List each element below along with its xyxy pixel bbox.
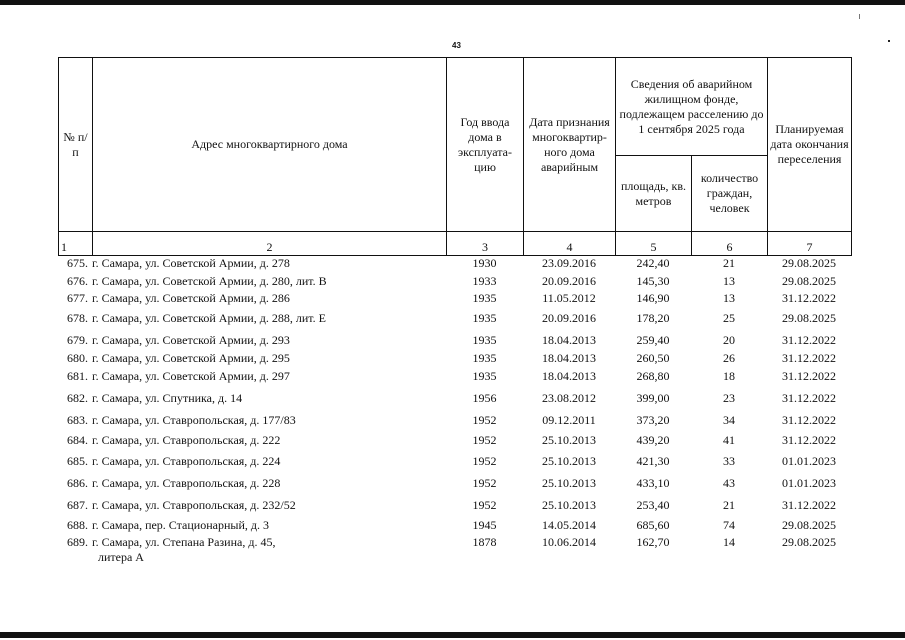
cell-num: 679.: [67, 333, 88, 347]
cell-date: 11.05.2012: [542, 291, 596, 305]
cell-planned: 01.01.2023: [782, 454, 836, 468]
bottom-border: [0, 632, 905, 638]
cell-year: 1952: [472, 454, 497, 468]
header-index-cell: 1: [59, 232, 93, 256]
cell-planned: 31.12.2022: [782, 291, 836, 305]
header-date-emergency: Дата признания многоквартир-ного дома аварийным: [524, 58, 616, 232]
cell-area: 146,90: [636, 291, 670, 305]
header-index-cell: 6: [692, 232, 768, 256]
address-text: г. Самара, ул. Ставропольская, д. 228: [92, 476, 281, 490]
cell-planned: 29.08.2025: [782, 518, 836, 532]
cell-address: [92, 369, 446, 391]
cell-date: 14.05.2014: [542, 518, 596, 532]
address-text: г. Самара, ул. Степана Разина, д. 45,: [92, 535, 276, 549]
table-row: [58, 291, 851, 311]
table-row: [58, 454, 851, 476]
cell-area: 268,80: [636, 369, 670, 383]
table-row: [58, 413, 851, 433]
cell-area: 260,50: [636, 351, 670, 365]
cell-year: 1952: [472, 498, 497, 512]
cell-address: [92, 454, 446, 476]
header-planned: Планируемая дата окончания переселения: [768, 58, 852, 232]
cell-num: 677.: [67, 291, 88, 305]
cell-area: 439,20: [636, 433, 670, 447]
cell-date: 25.10.2013: [542, 433, 596, 447]
header-index-cell: 5: [616, 232, 692, 256]
cell-year: 1952: [472, 433, 497, 447]
cell-date: 25.10.2013: [542, 454, 596, 468]
cell-date: 25.10.2013: [542, 498, 596, 512]
cell-year: 1930: [472, 256, 497, 270]
address-text: г. Самара, ул. Ставропольская, д. 177/83: [92, 413, 296, 427]
cell-year: 1935: [472, 333, 497, 347]
cell-people: 33: [723, 454, 735, 468]
address-text: г. Самара, ул. Советской Армии, д. 288, лит. Е: [92, 311, 326, 325]
cell-num: 678.: [67, 311, 88, 325]
cell-address: [92, 391, 446, 413]
header-index-cell: 3: [447, 232, 524, 256]
table-header: [58, 57, 852, 256]
cell-address: [92, 518, 446, 535]
cell-area: 421,30: [636, 454, 670, 468]
cell-people: 18: [723, 369, 735, 383]
cell-address: [92, 413, 446, 433]
cell-people: 13: [723, 291, 735, 305]
address-text: г. Самара, ул. Ставропольская, д. 232/52: [92, 498, 296, 512]
cell-people: 20: [723, 333, 735, 347]
cell-people: 74: [723, 518, 735, 532]
table-row: [58, 498, 851, 518]
table-row: [58, 518, 851, 535]
cell-date: 20.09.2016: [542, 274, 596, 288]
cell-people: 43: [723, 476, 735, 490]
cell-num: 680.: [67, 351, 88, 365]
header-year: Год ввода дома в эксплуата-цию: [447, 58, 524, 232]
header-group: Сведения об аварийном жилищном фонде, подлежащем расселению до 1 сентября 2025 года: [616, 58, 768, 156]
cell-address: [92, 256, 446, 274]
cell-year: 1878: [472, 535, 497, 549]
cell-address: [92, 351, 446, 369]
cell-planned: 29.08.2025: [782, 311, 836, 325]
table-row: [58, 391, 851, 413]
cell-date: 10.06.2014: [542, 535, 596, 549]
cell-date: 23.09.2016: [542, 256, 596, 270]
cell-num: 685.: [67, 454, 88, 468]
cell-date: 09.12.2011: [542, 413, 596, 427]
cell-people: 14: [723, 535, 735, 549]
cell-people: 21: [723, 256, 735, 270]
cell-area: 162,70: [636, 535, 670, 549]
cell-planned: 31.12.2022: [782, 433, 836, 447]
cell-area: 178,20: [636, 311, 670, 325]
cell-planned: 31.12.2022: [782, 413, 836, 427]
table-row: [58, 433, 851, 454]
cell-address: [92, 291, 446, 311]
cell-num: 682.: [67, 391, 88, 405]
cell-num: 689.: [67, 535, 88, 549]
cell-planned: 31.12.2022: [782, 369, 836, 383]
cell-address: [92, 333, 446, 351]
cell-num: 688.: [67, 518, 88, 532]
cell-area: 685,60: [636, 518, 670, 532]
cell-year: 1952: [472, 413, 497, 427]
header-index-cell: 4: [524, 232, 616, 256]
cell-people: 34: [723, 413, 735, 427]
cell-num: 675.: [67, 256, 88, 270]
header-num: № п/п: [59, 58, 93, 232]
address-text: г. Самара, ул. Ставропольская, д. 222: [92, 433, 281, 447]
cell-date: 25.10.2013: [542, 476, 596, 490]
table-row: [58, 256, 851, 274]
table-row: [58, 311, 851, 333]
table-row: [58, 535, 851, 568]
cell-people: 25: [723, 311, 735, 325]
cell-address: [92, 433, 446, 454]
address-text: г. Самара, ул. Советской Армии, д. 295: [92, 351, 290, 365]
cell-area: 242,40: [636, 256, 670, 270]
cell-area: 433,10: [636, 476, 670, 490]
header-address: Адрес многоквартирного дома: [93, 58, 447, 232]
cell-address: [92, 498, 446, 518]
cell-year: 1935: [472, 369, 497, 383]
header-people: количество граждан, человек: [692, 156, 768, 232]
table-row: [58, 351, 851, 369]
cell-people: 13: [723, 274, 735, 288]
scan-artifact: [859, 14, 860, 19]
cell-people: 26: [723, 351, 735, 365]
cell-num: 684.: [67, 433, 88, 447]
header-index-cell: 2: [93, 232, 447, 256]
cell-num: 681.: [67, 369, 88, 383]
address-text: г. Самара, ул. Советской Армии, д. 278: [92, 256, 290, 270]
cell-area: 399,00: [636, 391, 670, 405]
cell-planned: 29.08.2025: [782, 274, 836, 288]
data-table: [58, 256, 851, 568]
cell-num: 687.: [67, 498, 88, 512]
cell-area: 259,40: [636, 333, 670, 347]
cell-planned: 31.12.2022: [782, 391, 836, 405]
cell-address: [92, 311, 446, 333]
address-text: г. Самара, пер. Стационарный, д. 3: [92, 518, 269, 532]
table-row: [58, 274, 851, 291]
cell-year: 1956: [472, 391, 497, 405]
cell-year: 1935: [472, 311, 497, 325]
cell-year: 1945: [472, 518, 497, 532]
table-row: [58, 476, 851, 498]
cell-people: 23: [723, 391, 735, 405]
cell-num: 683.: [67, 413, 88, 427]
address-text: г. Самара, ул. Ставропольская, д. 224: [92, 454, 281, 468]
cell-date: 18.04.2013: [542, 333, 596, 347]
scan-artifact: [888, 40, 890, 42]
top-border: [0, 0, 905, 5]
cell-year: 1935: [472, 291, 497, 305]
cell-year: 1952: [472, 476, 497, 490]
cell-planned: 31.12.2022: [782, 498, 836, 512]
table-row: [58, 369, 851, 391]
cell-area: 145,30: [636, 274, 670, 288]
cell-planned: 31.12.2022: [782, 351, 836, 365]
cell-num: 686.: [67, 476, 88, 490]
cell-date: 20.09.2016: [542, 311, 596, 325]
cell-people: 21: [723, 498, 735, 512]
cell-planned: 01.01.2023: [782, 476, 836, 490]
cell-planned: 31.12.2022: [782, 333, 836, 347]
cell-area: 253,40: [636, 498, 670, 512]
header-index-cell: 7: [768, 232, 852, 256]
address-text: г. Самара, ул. Советской Армии, д. 286: [92, 291, 290, 305]
cell-date: 18.04.2013: [542, 351, 596, 365]
address-text: г. Самара, ул. Спутника, д. 14: [92, 391, 243, 405]
address-text: г. Самара, ул. Советской Армии, д. 293: [92, 333, 290, 347]
cell-address: [92, 476, 446, 498]
cell-planned: 29.08.2025: [782, 256, 836, 270]
cell-year: 1933: [472, 274, 497, 288]
cell-date: 23.08.2012: [542, 391, 596, 405]
header-area: площадь, кв. метров: [616, 156, 692, 232]
cell-date: 18.04.2013: [542, 369, 596, 383]
cell-num: 676.: [67, 274, 88, 288]
header-index-row: [59, 232, 852, 256]
address-text-line2: литера А: [98, 550, 144, 564]
cell-people: 41: [723, 433, 735, 447]
cell-year: 1935: [472, 351, 497, 365]
cell-address: [92, 274, 446, 291]
cell-planned: 29.08.2025: [782, 535, 836, 549]
table-row: [58, 333, 851, 351]
page-number: 43: [452, 41, 461, 50]
cell-area: 373,20: [636, 413, 670, 427]
address-text: г. Самара, ул. Советской Армии, д. 297: [92, 369, 290, 383]
cell-address: [92, 535, 446, 568]
address-text: г. Самара, ул. Советской Армии, д. 280, лит. В: [92, 274, 327, 288]
